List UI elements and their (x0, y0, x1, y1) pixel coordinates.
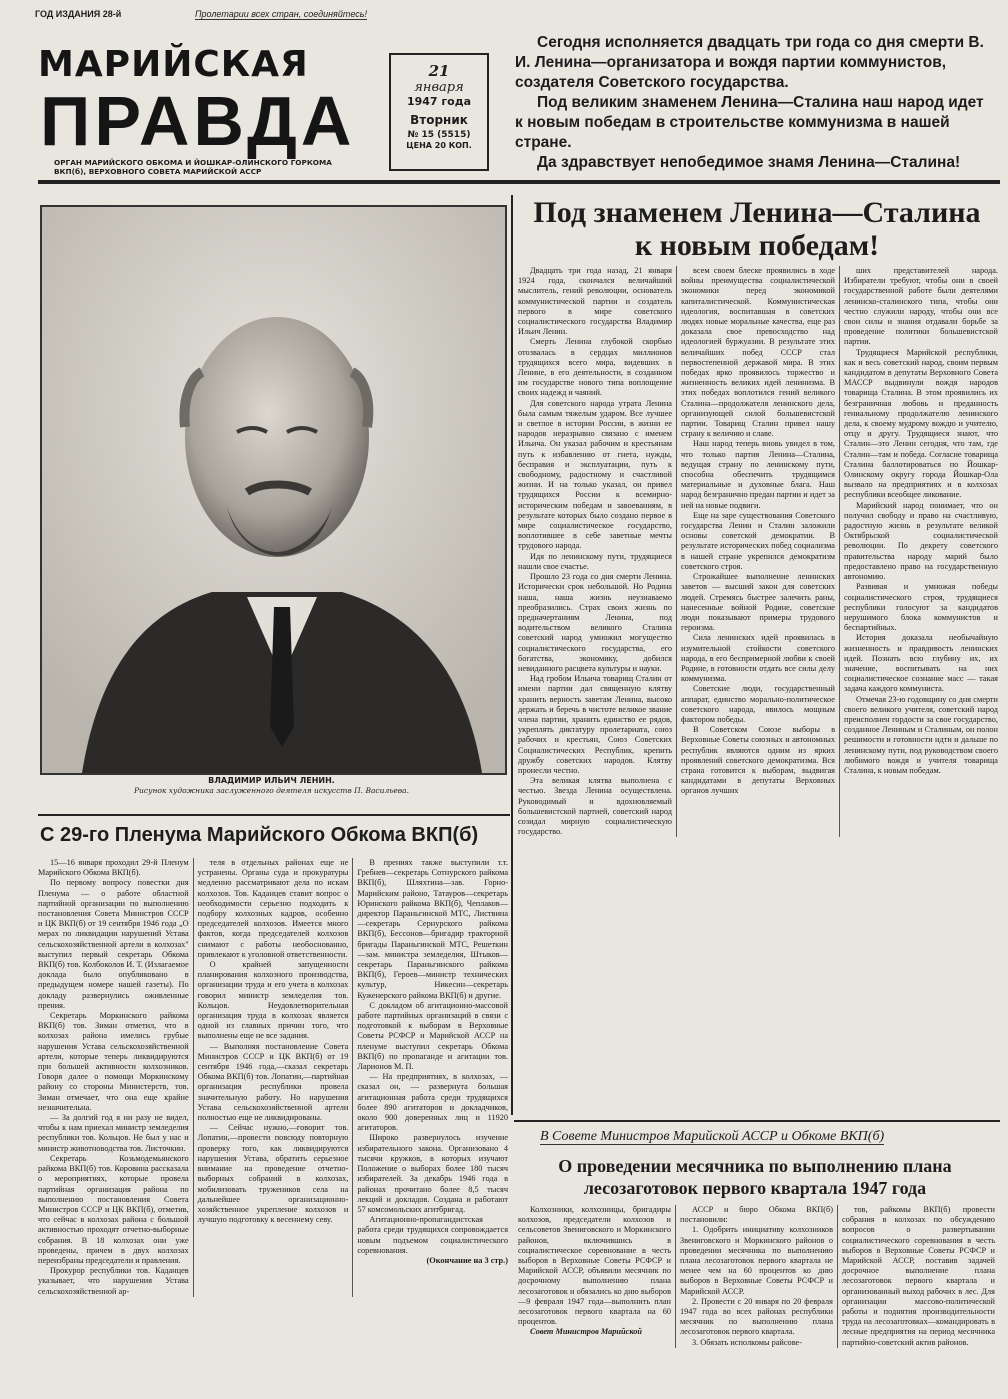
editorial-headline-line1: Под знаменем Ленина—Сталина (533, 196, 981, 229)
paragraph: АССР и бюро Обкома ВКП(б) постановили: (680, 1205, 833, 1225)
paragraph: В прениях также выступили т.т. Гребнев—секретарь Сотнурского райкома ВКП(б), Шляхтина—зав. Горно-Марийским районо, Татауров—секретарь Юринского райкома ВКП(б), Чеплаков—директор Параньгинской МТС, Листвина—секретарь Сернурского райкома ВКП(б), Бессонов—бригадир тракторной бригады Параньгинской МТС, Решеткин—зам. министра земледелия, Штыков—секретарь Параньгинского райкома ВКП(б), Героев—министр технических культур, Никесин—секретарь Куженерского райкома ВКП(б) и другие. (357, 858, 509, 1000)
paragraph: теля в отдельных районах еще не устранены. Органы суда и прокуратуры медленно рассматривают дела по искам колхозов. Тов. Каданцев ставит вопрос о необходимости серьезно подходить к подбору колхозных кадров, особенно председателей колхозов. Имеется много фактов, когда председателей колхозов снимают с работы необоснованно, привлекают к уголовной ответственности. (197, 858, 349, 959)
issue-day: 21 (428, 62, 450, 80)
lesozagotovki-body (514, 1205, 1002, 1348)
paragraph: Для советского народа утрата Ленина была самым тяжелым ударом. Все лучшее и светлое в истории России, в жизни ее народов неразрывно связано с именем Ильича. Он указал рабочим и крестьянам путь к избавлению от гнета, нужды, бесправия и эксплуатации, путь к свободному, радостному и счастливой жизни. И на только указал, он привел трудящихся России к всемирно-историческим победам и завоеваниям, в результате которых было создано первое в мире социалистическое государство, воплотившее в себе заветные мечты трудового народа. (518, 398, 672, 551)
section-rule (38, 814, 510, 816)
portrait-drawing (42, 207, 505, 773)
lenin-portrait (40, 205, 507, 775)
paragraph: По первому вопросу повестки дня Пленума — о работе областной партийной организации по выполнению постановления Совета Министров СССР и ЦК ВКП(б) от 19 сентября 1946 года „О мерах по ликвидации нарушений Устава сельскохозяйственной артели в колхозах" выступил первый секретарь Обкома ВКП(б) тов. Колбоколов И. Т. (Излагаемое доклада было опубликовано в предыдущем номере нашей газеты). По докладу развернулись оживленные прения. (38, 878, 189, 1010)
rubric-text: В Совете Министров Марийской АССР и Обкоме ВКП(б) (540, 1129, 885, 1144)
paragraph: Широко развернулось изучение избирательного закона. Организовано 4 тысячи кружков, в которых изучают Положение о выборах более 180 тысяч избирателей. За декабрь 1946 года в районах прочитано более 8,5 тысяч лекций и докладов. Создана и работают 57 комсомольских агитбригад. (357, 1133, 509, 1214)
editorial-column (676, 266, 839, 837)
paragraph: — Сейчас нужно,—говорит тов. Лопатин,—провести повсюду повторную проверку того, как ликвидируются нарушения Устава, обратить серьезное внимание на проведение отчетно-выборных собраний в колхозах, мобилизовать тружеников села на дальнейшее организационно-хозяйственное укрепление колхозов и лучшую подготовку к весеннему севу. (197, 1123, 349, 1225)
paragraph: 15—16 января проходил 29-й Пленум Марийского Обкома ВКП(б). (38, 858, 189, 878)
issue-price: ЦЕНА 20 КОП. (406, 141, 472, 150)
paragraph: В Советском Союзе выборы в Верховные Советы союзных и автономных республик являются одним из ярких проявлений советского демократизма. Вся страна готовится к выборам, выдвигая кандидатами в депутаты Верховных органов лучших (681, 725, 835, 796)
paragraph: тов, райкомы ВКП(б) провести собрания в колхозах по обсуждению вопросов о развертывании социалистического соревнования в честь выборов в Верховные Советы РСФСР и Марийской АССР, поставив задачей досрочное выполнение плана лесозаготовок первого квартала и организованный выход рабочих в лес. Для организации массово-политической работы и поднятия производительности труда на лесозаготовках—командировать в лесные предприятия на период месячника партийно-советский актив районов. (842, 1205, 995, 1347)
paragraph: С докладом об агитационно-массовой работе партийных организаций в связи с подготовкой к выборам в Верховные Советы РСФСР и Марийской АССР на пленуме выступил секретарь Обкома ВКП(б) по пропаганде и агитации тов. Ларионов М. П. (357, 1000, 509, 1072)
section-rubric (540, 1128, 884, 1146)
plenum-headline: С 29-го Пленума Марийского Обкома ВКП(б) (40, 824, 479, 846)
paragraph: Еще на заре существования Советского государства Ленин и Сталин заложили основы советской демократии. В результате исторических побед социализма в нашей стране укрепился демократизм советского строя. (681, 510, 835, 571)
lead-banner-paragraph: Под великим знаменем Ленина—Сталина наш народ идет к новым победам в строительстве коммунизма в нашей стране. (515, 94, 984, 151)
continuation-note: (Окончание на 3 стр.) (426, 1255, 509, 1265)
paragraph: Двадцать три года назад, 21 января 1924 года, скончался величайший мыслитель, гений революции, основатель коммунистической партии и создатель первого в мире советского социалистического государства Владимир Ильич Ленин. (518, 266, 672, 337)
plenum-column (352, 858, 512, 1297)
paragraph: Совет Министров Марийской (530, 1327, 642, 1337)
lead-banner-paragraph: Сегодня исполняется двадцать три года со дня смерти В. И. Ленина—организатора и вождя партии коммунистов, создателя Советского государства. (515, 34, 984, 91)
publication-year: ГОД ИЗДАНИЯ 28-й (35, 9, 122, 19)
paragraph: — На предприятиях, в колхозах, — сказал он, — развернута большая агитационная работа среди трудящихся более 890 агитаторов и докладчиков, около 900 доверенных лиц и 11920 агитаторов. (357, 1072, 509, 1133)
paragraph: Строжайшее выполнение ленинских заветов — высший закон для советских людей. Стремясь быстрее залечить раны, нанесенные войной Родине, советские люди показывают примеры трудового героизма. (681, 572, 835, 633)
organ-statement: ОРГАН МАРИЙСКОГО ОБКОМА И ЙОШКАР-ОЛИНСКОГО ГОРКОМА ВКП(б), ВЕРХОВНОГО СОВЕТА МАРИЙСКОЙ АССР (54, 158, 332, 176)
lesozagotovki-column (837, 1205, 999, 1348)
plenum-body (34, 858, 512, 1297)
paragraph: ших представителей народа. Избиратели требуют, чтобы они в своей государственной работе были деятелями ленинско-сталинского типа, чтобы они честно служили народу, чтобы они все свои силы и знания отдавали борьбе за проведение политики большевистской партии. (844, 266, 998, 347)
editorial-column (514, 266, 676, 837)
paragraph: 2. Провести с 20 января по 20 февраля 1947 года во всех районах республики месячник по выполнению плана лесозаготовок первого квартала. (680, 1296, 833, 1337)
paragraph: Прошло 23 года со дня смерти Ленина. Исторически срок небольшой. Но Родина наша, наша жизнь неузнаваемо преобразились. Страх своих жизнь по предначертаниям Ленина, под водительством великого Сталина советский народ умножил могущество социалистического государства, его богатства, экономику, добился невиданного расцвета культуры и науки. (518, 572, 672, 673)
paragraph: Советские люди, государственный аппарат, единство морально-политическое советского народа, явилось мощным фактором победы. (681, 684, 835, 724)
paragraph: Наш народ теперь вновь увидел в том, что только партия Ленина—Сталина, ведущая страну по ленинскому пути, способна обеспечить трудящимся материальные и духовные блага. Наш народ безгранично предан партии и идет за ней на новые подвиги. (681, 439, 835, 510)
paragraph: Сила ленинских идей проявилась в изумительной стойкости советского народа, в его беспримерной любви к своей Родине, в готовности отдать все силы делу коммунизма. (681, 633, 835, 684)
section-rule (514, 1120, 1000, 1122)
lesozagotovki-headline-line2: лесозаготовок первого квартала 1947 года (583, 1178, 927, 1198)
lesozagotovki-headline (515, 1155, 995, 1199)
editorial-column (839, 266, 1002, 837)
portrait-caption-title: ВЛАДИМИР ИЛЬИЧ ЛЕНИН. (208, 776, 335, 785)
issue-date-box (389, 53, 489, 171)
plenum-column (193, 858, 353, 1297)
newspaper-title-line1: МАРИЙСКАЯ (38, 44, 309, 85)
masthead-topline (30, 5, 510, 25)
paragraph: История доказала необычайную жизненность и правдивость ленинских идей. Познать всю глубину их, их значение, воспитывать на них социалистическое сознание масс — такая задача каждого коммуниста. (844, 633, 998, 694)
portrait-caption (40, 775, 503, 795)
issue-month: января (414, 80, 464, 95)
paragraph: Над гробом Ильича товарищ Сталин от имени партии дал священную клятву хранить верность заветам Ленина, высоко держать и беречь в чистоте великое звание члена партии, хранить единство ее рядов, укреплять диктатуру пролетариата, союз рабочих и крестьян, Союз Советских Социалистических Республик, крепить дружбу советских народов. Клятву пронесли честно. (518, 674, 672, 775)
paragraph: Марийский народ понимает, что он получил свободу и право на счастливую, радостную жизнь в результате великой Октябрьской социалистической революции. По декрету советского правительства народу марий было предоставлено право на государственную автономию. (844, 500, 998, 582)
paragraph: Агитационно-пропагандистская работа среди трудящихся сопровождается новым подъемом социалистического соревнования. (357, 1215, 509, 1255)
paragraph: 3. Обязать исполкомы райсове- (692, 1337, 803, 1347)
lesozagotovki-column (675, 1205, 837, 1348)
paragraph: 1. Одобрить инициативу колхозников Звениговского и Моркинского районов о проведении месячника по выполнению плана лесозаготовок первого квартала не менее чем на 60 процентов ко дню выборов в Верховные Советы РСФСР и Марийской АССР. (680, 1225, 833, 1296)
portrait-credit: Рисунок художника заслуженного деятеля искусств П. Васильева. (134, 786, 409, 795)
editorial-body (514, 266, 1002, 837)
paragraph: Секретарь Моркинского райкома ВКП(б) тов. Зиман отметил, что в колхозах района имелись грубые нарушения Устава сельскохозяйственной артели, которые теперь ликвидируются при большей активности колхозников. Говоря далее о помощи Моркинскому району со стороны Министерств, тов. Зиман отмечает, что она еще крайне незначительна. (38, 1011, 189, 1112)
motto: Пролетарии всех стран, соединяйтесь! (195, 9, 367, 19)
paragraph: Смерть Ленина глубокой скорбью отозвалась в сердцах миллионов трудящихся всего мира, видевших в Ленине, в его деятельности, в созданном им государстве нового типа воплощение своих надежд и чаяний. (518, 337, 672, 398)
issue-year: 1947 года (406, 95, 472, 108)
paragraph: Развивая и умножая победы социалистического строя, трудящиеся республики голосуют за кандидатов нерушимого блока коммунистов и беспартийных. (844, 582, 998, 633)
paragraph: Колхозники, колхозницы, бригадиры колхозов, председатели колхозов и сельсоветов Звениговского и Моркинского районов, включившись в социалистическое соревнование в честь выборов в Верховные Советы РСФСР и Марийской АССР, объявили месячник по досрочному выполнению плана лесозаготовок и обязались ко дню выборов—9 февраля 1947 года—выполнить план лесозаготовок первого квартала на 60 процентов. (518, 1205, 671, 1327)
paragraph: — За долгий год я ни разу не видел, чтобы к нам приехал министр земледелия республики тов. Кольцов. Не был у нас и министр животноводства тов. Листочкин. (38, 1113, 189, 1153)
paragraph: Отмечая 23-ю годовщину со дня смерти своего великого учителя, советский народ преисполнен гордости за свое государство, созданное Лениным и Сталиным, он полон решимости и готовности идти и дальше по ленинскому пути, под руководством своего любимого вождя и учителя товарища Сталина, к новым победам. (844, 694, 998, 775)
plenum-column (34, 858, 193, 1297)
editorial-headline-line2: к новым победам! (634, 229, 880, 262)
paragraph: Идя по ленинскому пути, трудящиеся нашли свое счастье. (518, 551, 672, 571)
paragraph: всем своем блеске проявились в ходе войны преимущества социалистической экономики перед экономикой капиталистической. Коммунистическая идеология, воспитавшая в советских людях новые моральные качества, еще раз доказала свое превосходство над идеологией буржуазии. В результате этих величайших побед СССР стал первостепенной державой мира. В этих победах ярко проявилось торжество и жизненность великих идей ленинизма. В этих победах воплотился гений великого Сталина—продолжателя ленинского дела, организующей силой большевистской партии. Товарищ Сталин привел нашу страну к величию и славе. (681, 266, 835, 439)
lesozagotovki-column (514, 1205, 675, 1348)
lesozagotovki-headline-line1: О проведении месячника по выполнению плана (558, 1156, 952, 1176)
paragraph: Трудящиеся Марийской республики, как и весь советский народ, своим первым кандидатом в депутаты Верховного Совета МАССР выдвинули вождя народов товарища Сталина. В этом проявились их безграничная любовь и преданность гениальному продолжателю ленинского дела, к своему мудрому вождю и учителю, отцу и другу. Трудящиеся знают, что Сталин—это Ленин сегодня, что там, где Сталин—там и победа. Согласие товарища Сталина баллотироваться по Йошкар-Олинскому округу города Йошкар-Ола вызвало на предприятиях и в колхозах республики всеобщее ликование. (844, 347, 998, 500)
lead-banner (515, 33, 995, 173)
editorial-headline (512, 196, 1002, 262)
paragraph: Прокурор республики тов. Каданцев указывает, что нарушения Устава сельскохозяйственной ар- (38, 1266, 189, 1296)
issue-number: № 15 (5515) (407, 130, 471, 140)
masthead-rule (38, 180, 1000, 184)
paragraph: Секретарь Козьмодемьянского райкома ВКП(б) тов. Коровина рассказала о мероприятиях, которые провела партийная организация района по выполнению постановления Совета Министров СССР и ЦК ВКП(б), отметив, что сейчас в колхозах района с большой активностью проходят отчетно-выборные собрания. В 18 колхозах они уже проведены, причем в двух колхозах переизбраны председатели и правления. (38, 1153, 189, 1265)
paragraph: Эта великая клятва выполнена с честью. Звезда Ленина осуществлена. Руководимый и вдохновляемый большевистской партией, советский народ созидал мирную социалистическую государство. (518, 776, 672, 837)
newspaper-title-line2: ПРАВДА (40, 82, 356, 160)
paragraph: О крайней запущенности планирования колхозного производства, организации труда и его учета в колхозах говорил министр земледелия тов. Кольцов. Неудовлетворительная организация труда в колхозах является одной из главных причин того, что выполнены еще не все задания. (197, 960, 349, 1041)
issue-weekday: Вторник (410, 113, 468, 127)
lead-banner-paragraph: Да здравствует непобедимое знамя Ленина—Сталина! (537, 154, 961, 171)
paragraph: — Выполняя постановление Совета Министров СССР и ЦК ВКП(б) от 19 сентября 1946 года,—сказал секретарь Обкома ВКП(б) тов. Лопатин,—партийная организация республики провела значительную работу. Но нарушения Устава сельскохозяйственной артели полностью еще не ликвидированы. (197, 1041, 349, 1123)
